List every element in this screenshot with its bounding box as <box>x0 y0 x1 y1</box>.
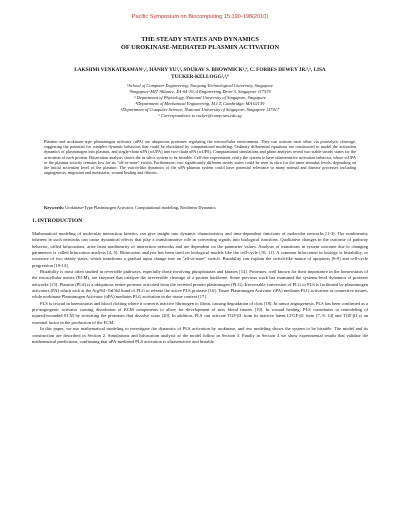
correspondence: ⁶ Correspondence to tucker@comp.nus.edu.sg <box>158 113 242 119</box>
paragraph: In this paper, we use mathematical modeling to investigate the dynamics of PLS activation by urokinase, and our modeling shows the system to be bistable. The model and its construction are described in Section 2. Simulations and bifurcation analysis of the model follow in Section 3. Finally in Section 4 we show experimental results that validate the mathematical predictions, confirming that uPA-mediated PLS activation is ultrasensitive and bistable. <box>32 326 368 344</box>
author-line: LAKSHMI VENKATRAMAN¹,², HANRY YU¹,³, SOURAV S. BHOWMICK¹,⁴, C. FORBES DEWEY JR.⁵,⁶, LISA <box>74 67 326 73</box>
keywords-text: Urokinase-Type Plasminogen Activator, Computational modeling, Nonlinear Dynamics <box>65 205 216 210</box>
affiliation: ³ Department of Physiology, National University of Singapore, Singapore <box>133 95 266 101</box>
paper-title <box>0 36 400 52</box>
affiliation: ⁴Department of Mechanical Engineering, M.I.T, Cambridge, MA 02139 <box>135 101 265 107</box>
author-line: TUCKER-KELLOGG²,³,⁶ <box>171 74 229 80</box>
author-list <box>40 67 360 81</box>
title-line: THE STEADY STATES AND DYNAMICS <box>141 36 259 43</box>
affiliation: ¹School of Computer Engineering, Nanyang Technological University, Singapore <box>127 83 273 88</box>
paragraph: PLS is crucial in haemostasis and blood clotting where it converts inactive fibrinogen to fibrin, causing degradation of clots [18]. In tumor angiogenesis, PLS has been confirmed as a pro-angiogenic activator causing dissolution of ECM components to allow for development of new blood tissues [19]. In wound healing, PLS contributes to remodeling of injured/wounded ECM by activating the proteases that dissolve scars [20]. In addition, PLS can activate TGF-β1 from its inactive latent LTGF-β1 form [7, 8, 14] and TGF-β1 is an essential factor in the production of the ECM. <box>32 300 368 325</box>
abstract: Plasmin and urokinase-type plasminogen activator (uPA) are ubiquitous proteases regulating the extracellular environment. They can activate each other via proteolytic cleavage, suggesting the potential for complex dynamic behaviors that could be elucidated by computational modeling. Ordinary differential equations are constructed to model the activation dynamics of plasminogen into plasmin, and single-chain uPA (scUPA) into two-chain uPA (tcUPA). Computational simulations and phase analyses reveal two stable steady states for the activation of each protein. Bifurcation analysis shows the in silico system to be bistable. Cell-free experiments verify the system to have ultrasensitive activation behavior, where scUPA or the plasmin activity remains low for an "off-or-none" switch. Furthermore, two significantly different steady states could be seen in vitro for the same stimulus levels, depending on the initial activation level of the plasmin. The switch-like dynamics of the uPA-plasmin system could have potential relevance to many normal and disease processes including angiogenesis, migration and metastasis, wound healing and fibrosis. <box>44 139 356 176</box>
keywords-label: Keywords: <box>44 205 65 210</box>
title-line: OF UROKINASE-MEDIATED PLASMIN ACTIVATION <box>120 44 280 51</box>
section-heading: 1. INTRODUCTION <box>32 218 83 224</box>
affiliation: ²Singapore-MIT Alliance, E4-04-10, 4 Engineering Drive 3, Singapore 117576 <box>129 89 271 95</box>
affiliation: ⁵Department of Computer Science, National University of Singapore, Singapore 117417 <box>120 107 280 113</box>
paragraph: Mathematical modeling of molecular interaction kinetics can give insight into dynamic characteristics and time-dependent functions of molecular networks [1-3]. The nonlinearity inherent in such networks can cause dynamical effects that play a transformative role in converting signals into biological functions. Qualitative changes in the outcome of pathway behavior, called bifurcations, arise from nonlinearity of interaction networks and are dependent on the parameter values. Analysis of transitions in system outcome due to changing parameters is called bifurcation analysis [4, 5]. Bifurcation analysis has been used on biological models like the cell-cycle [10, 11]. A common bifurcation in biology is bistability, or existence of two steady states, which transforms a gradual input change into an "all-or-none" switch. Bistability can explain the switch-like nature of apoptosis [6-9] and cell-cycle progression [10-13]. <box>32 231 368 268</box>
journal-header: Pacific Symposium on Biocomputing 15:190-198(2010) <box>131 14 269 20</box>
affiliation-list <box>60 83 340 120</box>
paragraph: Bistability is most often studied in reversible pathways, especially those involving phosphatases and kinases [14]. Proteases, well known for their importance in the homeostasis of the extracellular matrix (ECM), are enzymes that catalyze the irreversible cleavage of a protein backbone. Some previous work has examined the systems-level dynamics of protease networks [15]. Plasmin (PLS) is a ubiquitous serine protease activated from the secreted protein plasminogen (PLG). Irreversible conversion of PLG to PLS is facilitated by plasminogen activators (PA) which nick at the Arg561-Val562 bond of PLG to release the active PLS protease [16]. Tissue Plasminogen Activator (tPA) mediates PLG activation in connective tissues, while urokinase Plasminogen Activator (uPA) mediates PLG activation in the tissue context [17]. <box>32 269 368 300</box>
body-text <box>32 231 368 345</box>
keywords-line <box>44 205 356 210</box>
